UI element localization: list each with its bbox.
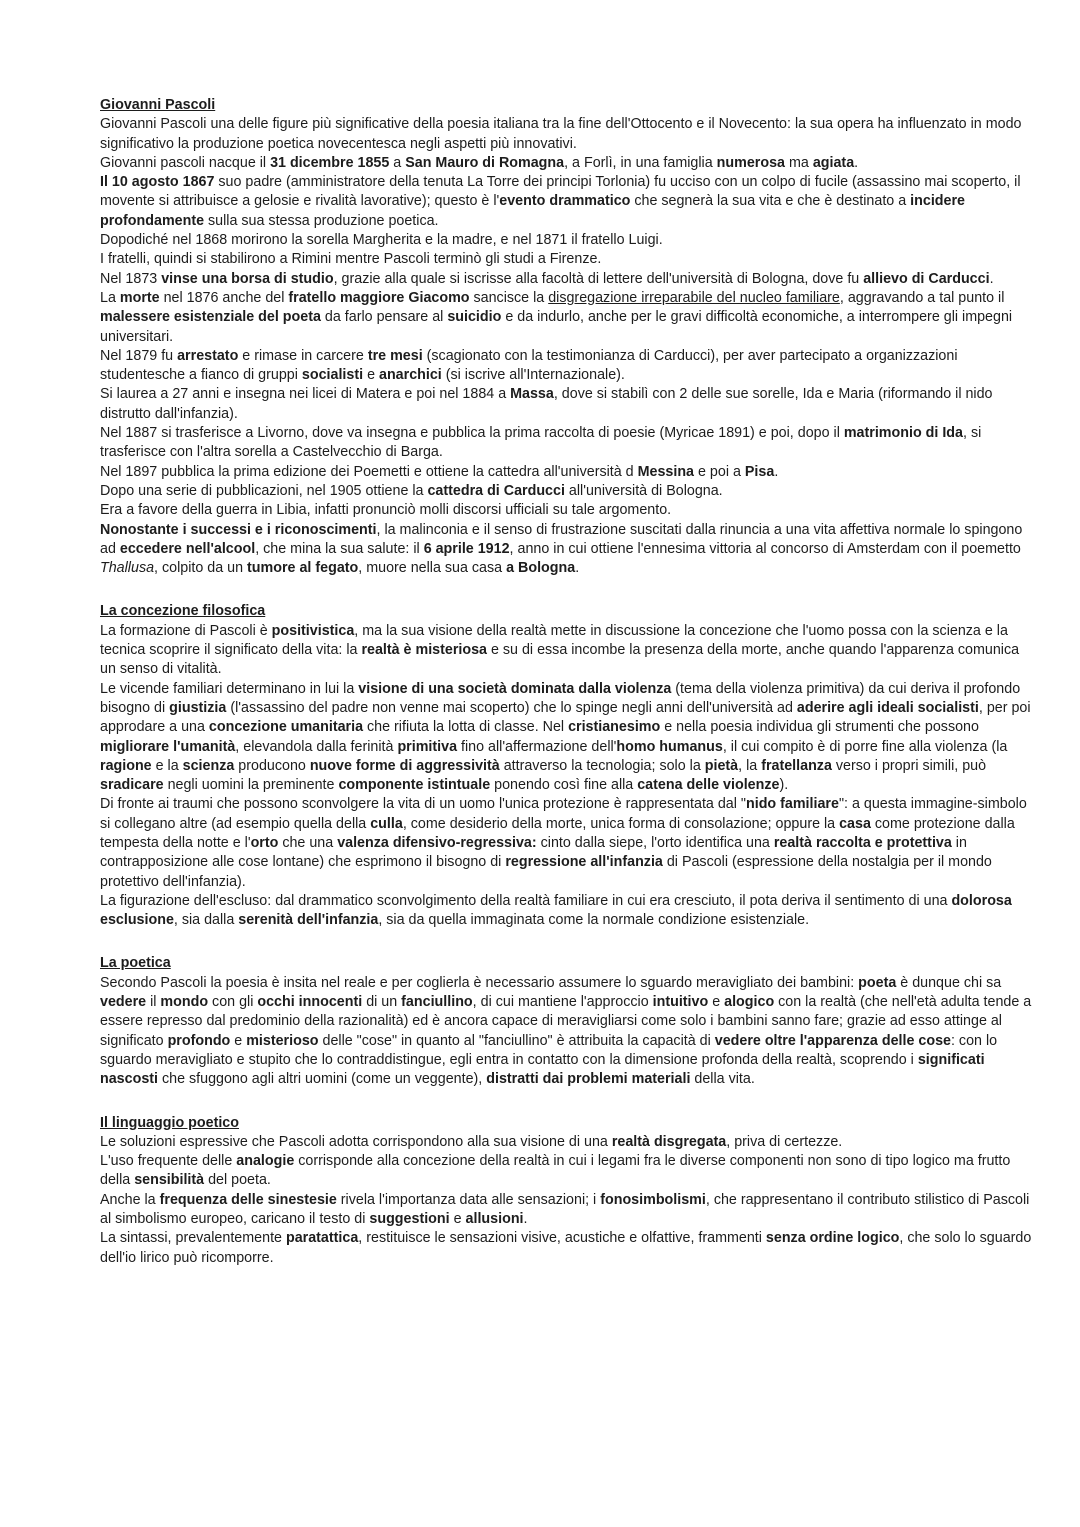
- text-run: : con lo sguardo meravigliato e stupito che lo contraddistingue, egli entra in contatto con la dimensione profonda della realtà, scoprendo i: [100, 1032, 998, 1068]
- text-run: analogie: [236, 1153, 295, 1170]
- text-run: significati nascosti: [100, 1051, 985, 1088]
- text-run: fino all'affermazione dell': [457, 738, 617, 755]
- text-run: numerosa: [716, 154, 786, 171]
- text-run: ).: [779, 777, 789, 794]
- text-run: e poi a: [694, 463, 745, 480]
- text-run: , muore nella sua casa: [358, 560, 507, 577]
- paragraph: [100, 250, 1038, 269]
- text-run: migliorare l'umanità: [100, 738, 236, 755]
- text-run: rivela l'importanza data alle sensazioni; i: [336, 1191, 601, 1208]
- text-run: , come desiderio della morte, unica forma di consolazione; oppure la: [402, 815, 840, 832]
- text-run: , priva di certezze.: [726, 1133, 843, 1150]
- text-run: componente istintuale: [338, 777, 491, 794]
- text-run: , la: [738, 757, 762, 774]
- text-run: 6 aprile 1912: [423, 540, 510, 557]
- text-run: , che rappresentano il contributo stilistico di Pascoli al simbolismo europeo, caricano il testo di: [100, 1191, 1030, 1228]
- text-run: suggestioni: [369, 1211, 450, 1228]
- text-run: intuitivo: [652, 994, 709, 1011]
- text-run: , anno in cui ottiene l'ennesima vittoria al concorso di Amsterdam con il poemetto: [509, 540, 1021, 557]
- paragraph: [100, 974, 1038, 1090]
- text-run: homo humanus: [616, 738, 723, 755]
- text-run: , a Forlì, in una famiglia: [564, 154, 717, 171]
- text-run: La formazione di Pascoli è: [100, 622, 272, 639]
- text-run: socialisti: [301, 367, 364, 384]
- text-run: , sia da quella immaginata come la normale condizione esistenziale.: [378, 912, 810, 929]
- text-run: Il: [100, 174, 112, 191]
- text-run: senza ordine logico: [765, 1230, 900, 1247]
- text-run: realtà raccolta e protettiva: [773, 834, 952, 851]
- text-run: e nella poesia individua gli strumenti che possono: [660, 719, 979, 736]
- text-run: Si laurea a 27 anni e insegna nei licei di Matera e poi nel 1884 a: [100, 386, 511, 403]
- text-run: casa: [839, 815, 871, 832]
- text-run: Messina: [637, 463, 695, 480]
- paragraph: [100, 680, 1038, 796]
- text-run: che segnerà la sua vita e che è destinato a: [630, 193, 911, 210]
- text-run: occhi innocenti: [257, 994, 363, 1011]
- paragraph: [100, 154, 1038, 173]
- text-run: nido familiare: [745, 796, 839, 813]
- text-run: vedere: [100, 994, 147, 1011]
- text-run: Giovanni Pascoli una delle figure più significative della poesia italiana tra la fine dell'Ottocento e il Novecento: la sua opera ha influenzato in modo significativo la produzione poetica novecentesca negli aspetti più innovativi.: [100, 116, 1022, 152]
- paragraph: [100, 173, 1038, 231]
- text-run: frequenza delle sinestesie: [159, 1191, 337, 1208]
- text-run: I fratelli, quindi si stabilirono a Rimini mentre Pascoli terminò gli studi a Firenze.: [100, 251, 602, 268]
- text-run: Massa: [510, 386, 554, 403]
- text-run: tumore al fegato: [247, 560, 359, 577]
- text-run: , per poi approdare a una: [100, 699, 1031, 736]
- text-run: poeta: [858, 974, 897, 991]
- text-run: , restituisce le sensazioni visive, acustiche e olfattive, frammenti: [358, 1230, 766, 1247]
- text-run: positivistica: [271, 622, 355, 639]
- text-run: che una: [278, 834, 338, 851]
- paragraph: [100, 270, 1038, 289]
- text-run: , dove si stabilì con 2 delle sue sorelle, Ida e Maria (riformando il nido distrutto dall'infanzia).: [100, 386, 993, 422]
- text-run: delle "cose" in quanto al "fanciullino" è attribuita la capacità di: [318, 1032, 715, 1049]
- text-run: Nel 1879 fu: [100, 347, 178, 364]
- text-run: e da indurlo, anche per le gravi difficoltà economiche, a interrompere gli impegni universitari.: [100, 309, 1013, 345]
- text-run: serenità dell'infanzia: [238, 912, 379, 929]
- text-run: , si trasferisce con l'altra sorella a Castelvecchio di Barga.: [100, 425, 982, 461]
- text-run: , ma la sua visione della realtà mette in discussione la concezione che l'uomo possa con la scienza e la tecnica scoprire il significato della vita: la: [100, 622, 1008, 659]
- text-run: di un: [362, 994, 402, 1011]
- text-run: Dopodiché nel 1868 morirono la sorella Margherita e la madre, e nel 1871 il fratello Luigi.: [100, 232, 663, 249]
- text-run: alogico: [724, 994, 775, 1011]
- text-run: , il cui compito è di porre fine alla violenza (la: [722, 738, 1008, 755]
- text-run: e: [449, 1211, 466, 1228]
- paragraph: [100, 347, 1038, 386]
- section-heading-concezione-filosofica: La concezione filosofica: [100, 603, 266, 620]
- text-run: ": a questa immagine-simbolo si collegano altre (ad esempio quella della: [100, 796, 1027, 832]
- text-run: cinto dalla siepe, l'orto identifica una: [536, 834, 774, 851]
- text-run: matrimonio di Ida: [843, 425, 963, 442]
- text-run: realtà disgregata: [611, 1133, 727, 1150]
- text-run: nuove forme di aggressività: [309, 757, 500, 774]
- text-run: fanciullino: [401, 994, 473, 1011]
- text-run: regressione all'infanzia: [505, 854, 663, 871]
- text-run: mondo: [160, 994, 209, 1011]
- text-run: eccedere nell'alcool: [119, 540, 256, 557]
- text-run: .: [854, 154, 859, 171]
- text-run: valenza difensivo-regressiva:: [337, 834, 537, 851]
- text-run: pietà: [704, 757, 739, 774]
- text-run: paratattica: [285, 1230, 359, 1247]
- section-la-poetica: [100, 954, 1038, 1089]
- text-run: 10 agosto 1867: [111, 174, 215, 191]
- text-run: Era a favore della guerra in Libia, infatti pronunciò molli discorsi ufficiali su tale argomento.: [100, 502, 672, 519]
- text-run: , sia dalla: [173, 912, 239, 929]
- text-run: (l'assassino del padre non venne mai scoperto) che lo spinge negli anni dell'università ad: [226, 699, 797, 716]
- text-run: ma: [785, 154, 813, 171]
- text-run: sensibilità: [134, 1172, 205, 1189]
- paragraph: [100, 385, 1038, 424]
- paragraph: [100, 501, 1038, 520]
- section-giovanni-pascoli: [100, 96, 1038, 578]
- text-run: e la: [151, 757, 183, 774]
- text-run: aderire agli ideali socialisti: [796, 699, 979, 716]
- text-run: misterioso: [246, 1032, 319, 1049]
- text-run: con gli: [208, 994, 258, 1011]
- paragraph: [100, 424, 1038, 463]
- text-run: allievo di Carducci: [863, 270, 990, 287]
- text-run: orto: [250, 834, 279, 851]
- text-run: cattedra di Carducci: [427, 482, 565, 499]
- text-run: realtà è misteriosa: [361, 642, 488, 659]
- text-run: sancisce la: [469, 289, 549, 306]
- text-run: del poeta.: [204, 1172, 271, 1189]
- text-run: nel 1876 anche del: [159, 289, 289, 306]
- text-run: malessere esistenziale del poeta: [100, 309, 321, 326]
- text-run: Secondo Pascoli la poesia è insita nel reale e per coglierla è necessario assumere lo sguardo meravigliato dei bambini:: [100, 974, 859, 991]
- text-run: , colpito da un: [154, 560, 248, 577]
- text-run: fonosimbolismi: [600, 1191, 706, 1208]
- text-run: come protezione dalla tempesta della notte e l': [100, 815, 1015, 851]
- text-run: disgregazione irreparabile del nucleo familiare: [548, 289, 840, 306]
- text-run: .: [774, 463, 779, 480]
- text-run: corrisponde alla concezione della realtà in cui i legami fra le diverse componenti non sono di tipo logico ma frutto della: [100, 1153, 1011, 1189]
- text-run: , che mina la sua salute: il: [255, 540, 424, 557]
- text-run: , elevandola dalla ferinità: [235, 738, 398, 755]
- text-run: primitiva: [397, 738, 458, 755]
- text-run: e: [230, 1032, 247, 1049]
- text-run: fratellanza: [761, 757, 832, 774]
- text-run: , di cui mantiene l'approccio: [472, 994, 653, 1011]
- text-run: Nonostante i successi e i riconoscimenti: [100, 521, 377, 538]
- text-run: e su di essa incombe la presenza della morte, anche quando l'apparenza comunica un senso di vitalità.: [100, 642, 1020, 678]
- paragraph: [100, 1229, 1038, 1268]
- text-run: Di fronte ai traumi che possono sconvolgere la vita di un uomo l'unica protezione è rappresentata dal ": [100, 796, 746, 813]
- text-run: Pisa: [744, 463, 775, 480]
- text-run: in contrapposizione alle cose lontane) che esprimono il bisogno di: [100, 834, 967, 871]
- text-run: San Mauro di Romagna: [405, 154, 565, 171]
- text-run: evento drammatico: [499, 193, 631, 210]
- text-run: a: [389, 154, 406, 171]
- text-run: giustizia: [169, 699, 227, 716]
- text-run: morte: [119, 289, 160, 306]
- text-run: suo padre (amministratore della tenuta La Torre dei principi Torlonia) fu ucciso con un colpo di fucile (assassino mai scoperto, il movente si attribuisce a gelosie e rivalità lavorative); questo è l': [100, 174, 1021, 210]
- text-run: di Pascoli (espressione della nostalgia per il mondo protettivo dell'infanzia).: [100, 854, 992, 890]
- text-run: con la realtà (che nell'età adulta tende a essere represso dal predominio della razionalità) ed è ancora capace di meravigliarsi come solo i bambini sanno fare; grazie ad esso attinge al significato: [100, 994, 1032, 1049]
- text-run: negli uomini la preminente: [163, 777, 339, 794]
- section-heading-giovanni-pascoli: Giovanni Pascoli: [100, 97, 216, 113]
- text-run: Nel 1887 si trasferisce a Livorno, dove va insegna e pubblica la prima raccolta di poesie (Myricae 1891) e poi, dopo il: [100, 425, 844, 442]
- text-run: Dopo una serie di pubblicazioni, nel 1905 ottiene la: [100, 482, 428, 499]
- text-run: all'università di Bologna.: [564, 482, 723, 499]
- text-run: profondo: [167, 1032, 231, 1049]
- document-content: [100, 96, 1038, 1268]
- text-run: Le vicende familiari determinano in lui la: [100, 680, 359, 697]
- text-run: a Bologna: [506, 560, 576, 577]
- text-run: , grazie alla quale si iscrisse alla facoltà di lettere dell'università di Bologna, dove fu: [333, 270, 864, 287]
- text-run: producono: [234, 757, 310, 774]
- text-run: incidere profondamente: [100, 193, 965, 229]
- text-run: Giovanni pascoli nacque il: [100, 154, 271, 171]
- text-run: 31 dicembre 1855: [270, 154, 390, 171]
- text-run: Nel 1873: [100, 270, 162, 287]
- text-run: è dunque chi sa: [896, 974, 1002, 991]
- text-run: della vita.: [690, 1071, 755, 1088]
- text-run: (tema della violenza primitiva) da cui deriva il profondo bisogno di: [100, 680, 1021, 716]
- text-run: da farlo pensare al: [320, 309, 448, 326]
- text-run: , che solo lo sguardo dell'io lirico può ricomporre.: [100, 1230, 1032, 1266]
- text-run: .: [523, 1211, 528, 1228]
- text-run: attraverso la tecnologia; solo la: [499, 757, 705, 774]
- text-run: La sintassi, prevalentemente: [100, 1230, 286, 1247]
- text-run: , la malinconia e il senso di frustrazione suscitati dalla rinuncia a una vita affettiva normale lo spingono ad: [100, 521, 1023, 557]
- text-run: , aggravando a tal punto il: [839, 289, 1005, 306]
- paragraph: [100, 1152, 1038, 1191]
- text-run: anarchici: [379, 367, 442, 384]
- text-run: .: [575, 560, 580, 577]
- text-run: suicidio: [447, 309, 502, 326]
- text-run: che rifiuta la lotta di classe. Nel: [363, 719, 569, 736]
- text-run: (scagionato con la testimonianza di Carducci), per aver partecipato a organizzazioni studentesche a fianco di gruppi: [100, 347, 958, 384]
- text-run: agiata: [812, 154, 855, 171]
- text-run: catena delle violenze: [637, 777, 780, 794]
- paragraph: [100, 289, 1038, 347]
- text-run: La figurazione dell'escluso: dal drammatico sconvolgimento della realtà familiare in cui era cresciuto, il pota deriva il sentimento di una: [100, 892, 952, 909]
- paragraph: [100, 115, 1038, 154]
- text-run: ragione: [100, 757, 152, 774]
- text-run: Nel 1897 pubblica la prima edizione dei Poemetti e ottiene la cattedra all'università d: [100, 463, 638, 480]
- text-run: Le soluzioni espressive che Pascoli adotta corrispondono alla sua visione di una: [100, 1133, 612, 1150]
- paragraph: [100, 463, 1038, 482]
- text-run: sulla sua stessa produzione poetica.: [204, 212, 439, 229]
- text-run: vinse una borsa di studio: [161, 270, 334, 287]
- text-run: che sfuggono agli altri uomini (come un veggente),: [158, 1071, 487, 1088]
- paragraph: [100, 231, 1038, 250]
- text-run: L'uso frequente delle: [100, 1153, 237, 1170]
- section-concezione-filosofica: [100, 602, 1038, 930]
- text-run: sradicare: [100, 777, 164, 794]
- paragraph: [100, 482, 1038, 501]
- text-run: visione di una società dominata dalla violenza: [358, 680, 672, 697]
- section-heading-la-poetica: La poetica: [100, 955, 171, 972]
- text-run: ponendo così fine alla: [490, 777, 638, 794]
- text-run: distratti dai problemi materiali: [486, 1071, 691, 1088]
- text-run: dolorosa esclusione: [100, 892, 1012, 929]
- text-run: .: [989, 270, 994, 287]
- text-run: e: [363, 367, 379, 384]
- text-run: tre mesi: [367, 347, 423, 364]
- text-run: Thallusa: [100, 560, 155, 577]
- text-run: cristianesimo: [568, 719, 661, 736]
- text-run: (si iscrive all'Internazionale).: [441, 367, 625, 384]
- text-run: il: [146, 994, 161, 1011]
- section-linguaggio-poetico: [100, 1114, 1038, 1268]
- text-run: concezione umanitaria: [208, 719, 364, 736]
- text-run: e: [708, 994, 725, 1011]
- paragraph: [100, 521, 1038, 579]
- text-run: La: [100, 289, 120, 306]
- text-run: fratello maggiore Giacomo: [288, 289, 470, 306]
- text-run: scienza: [182, 757, 235, 774]
- text-run: e rimase in carcere: [238, 347, 368, 364]
- text-run: culla: [370, 815, 403, 832]
- paragraph: [100, 795, 1038, 891]
- paragraph: [100, 622, 1038, 680]
- paragraph: [100, 892, 1038, 931]
- text-run: vedere oltre l'apparenza delle cose: [714, 1032, 951, 1049]
- paragraph: [100, 1191, 1038, 1230]
- section-heading-linguaggio-poetico: Il linguaggio poetico: [100, 1114, 239, 1131]
- paragraph: [100, 1133, 1038, 1152]
- text-run: Anche la: [100, 1191, 160, 1208]
- text-run: arrestato: [177, 347, 239, 364]
- text-run: verso i propri simili, può: [831, 757, 987, 774]
- text-run: allusioni: [465, 1211, 524, 1228]
